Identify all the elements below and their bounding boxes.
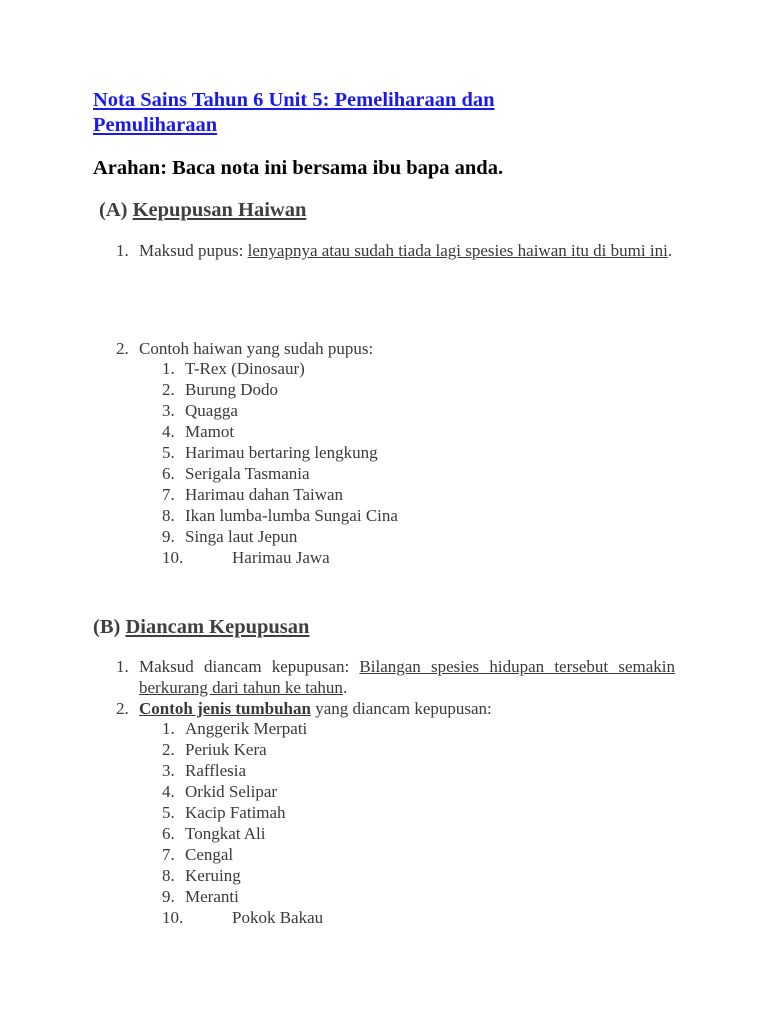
document-title-link[interactable]: Nota Sains Tahun 6 Unit 5: Pemeliharaan dan Pemuliharaan [93,89,495,136]
plant-example-label: Contoh jenis tumbuhan [139,699,311,718]
list-item-number: 8. [162,506,175,525]
list-item-text: Serigala Tasmania [185,464,310,483]
list-item-text: Pokok Bakau [232,908,324,927]
list-item-number: 1. [162,719,175,738]
definition-tail: . [667,241,673,260]
definition-text: lenyapnya atau sudah tiada lagi spesies haiwan itu di bumi ini [247,241,668,260]
item-number: 2. [116,339,129,358]
list-item-number: 7. [162,845,175,864]
item-body [139,656,675,698]
definition-label: Maksud diancam kepupusan: [139,657,360,676]
list-item-text: Orkid Selipar [185,782,278,801]
list-item-text: Periuk Kera [185,740,267,759]
item-number: 1. [116,241,129,260]
list-item-text: Rafflesia [185,761,247,780]
list-item-number: 3. [162,401,175,420]
list-item-number: 2. [162,740,175,759]
item-body [139,698,675,719]
list-item-text: Mamot [185,422,235,441]
section-b-prefix: (B) [93,616,121,638]
list-item-text: Harimau dahan Taiwan [185,485,344,504]
list-item-text: Kacip Fatimah [185,803,286,822]
list-item-number: 4. [162,422,175,441]
item-number: 1. [116,657,129,676]
section-a-prefix: (A) [99,199,128,221]
list-item-text: Singa laut Jepun [185,527,298,546]
item-body [139,240,675,261]
list-item-number: 5. [162,443,175,462]
instruction-text: Arahan: Baca nota ini bersama ibu bapa anda. [93,157,504,179]
list-item-number: 3. [162,761,175,780]
definition-tail: . [342,678,348,697]
list-item-number: 10. [162,548,184,567]
list-item-text: Cengal [185,845,234,864]
list-item-number: 2. [162,380,175,399]
list-item-text: Keruing [185,866,241,885]
item-number: 2. [116,699,129,718]
list-item-text: Harimau bertaring lengkung [185,443,378,462]
definition-text: Bilangan spesies hidupan tersebut semakin berkurang dari tahun ke tahun [139,657,675,697]
list-item-number: 5. [162,803,175,822]
list-item-number: 10. [162,908,184,927]
list-item-text: T-Rex (Dinosaur) [185,359,305,378]
list-item-number: 7. [162,485,175,504]
list-item-number: 6. [162,824,175,843]
plant-example-text: yang diancam kepupusan: [310,699,492,718]
list-item-number: 9. [162,887,175,906]
list-item-text: Burung Dodo [185,380,279,399]
section-b-heading [93,614,309,640]
list-item-number: 8. [162,866,175,885]
list-item-text: Tongkat Ali [185,824,266,843]
definition-label: Maksud pupus: [139,241,248,260]
section-b-title: Diancam Kepupusan [125,616,310,638]
list-item-text: Ikan lumba-lumba Sungai Cina [185,506,398,525]
list-item-number: 6. [162,464,175,483]
list-item-text: Anggerik Merpati [185,719,308,738]
section-a-heading [99,197,306,223]
list-item-number: 9. [162,527,175,546]
section-a-title: Kepupusan Haiwan [132,199,307,221]
list-item-number: 1. [162,359,175,378]
item-body: Contoh haiwan yang sudah pupus: [139,339,374,358]
list-item-text: Quagga [185,401,238,420]
list-item-text: Harimau Jawa [232,548,330,567]
list-item-number: 4. [162,782,175,801]
list-item-text: Meranti [185,887,239,906]
